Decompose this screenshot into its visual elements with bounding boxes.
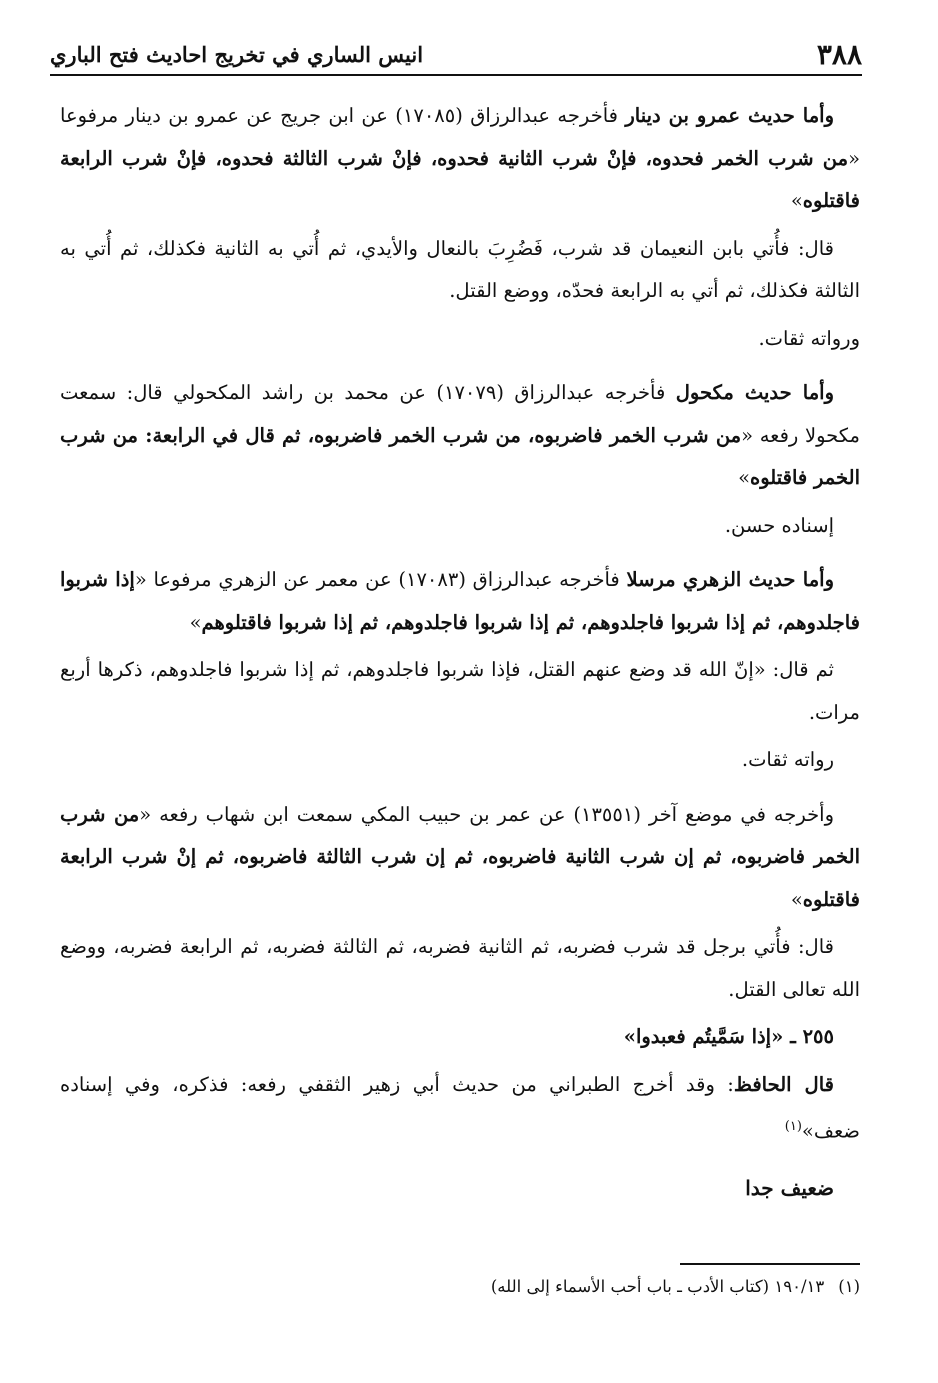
paragraph-zuhri-hadith — [60, 559, 860, 644]
paragraph-other-place — [60, 794, 860, 922]
page-body — [60, 95, 860, 1210]
paragraph-grading: رواته ثقات. — [741, 748, 834, 771]
hadith-quote: من شرب الخمر فحدوه، فإنْ شرب الثانية فحدوه، فإنْ شرب الثالثة فحدوه، فإنْ شرب الرابعة فاقتلوه — [60, 146, 860, 212]
footnote-divider — [680, 1263, 860, 1265]
paragraph-text: وأخرجه في موضع آخر (١٣٥٥١) عن عمر بن حبيب المكي سمعت ابن شهاب رفعه « — [139, 802, 834, 826]
footnote — [60, 1273, 860, 1301]
paragraph-lead: وأما حديث الزهري مرسلا — [626, 568, 834, 591]
paragraph-hafiz — [60, 1064, 860, 1154]
footnote-number: (١) — [838, 1277, 860, 1296]
paragraph-grading: إسناده حسن. — [724, 513, 834, 537]
paragraph-text: : وقد أخرج الطبراني من حديث أبي زهير الثقفي رفعه: فذكره، وفي إسناده ضعف» — [60, 1072, 860, 1143]
hadith-quote: من شرب الخمر فاضربوه، من شرب الخمر فاضربوه، ثم قال في الرابعة: من شرب الخمر فاقتلوه — [60, 423, 860, 489]
hadith-heading: ٢٥٥ ـ «إذا سَمَّيتُم فعبدوا» — [623, 1025, 834, 1048]
paragraph-makhul-hadith — [60, 372, 860, 500]
paragraph-amr-hadith — [60, 95, 860, 223]
paragraph-narration: ثم قال: «إنّ الله قد وضع عنهم القتل، فإذا شربوا فاجلدوهم، ثم إذا شربوا فاجلدوهم، ذكرها أربع مرات. — [60, 658, 860, 724]
paragraph-narration: قال: فأُتي برجل قد شرب فضربه، ثم الثانية فضربه، ثم الثالثة فضربه، ثم الرابعة فضربه، ووضع الله تعالى القتل. — [60, 935, 860, 1001]
quote-close: » — [790, 189, 803, 212]
paragraph-text: فأخرجه عبدالرزاق (١٧٠٨٥) عن ابن جريج عن عمرو بن دينار مرفوعا « — [60, 104, 860, 170]
paragraph-lead: قال الحافظ — [733, 1072, 834, 1096]
quote-close: » — [189, 610, 202, 634]
quote-close: » — [738, 466, 751, 489]
hadith-quote: إذا شربوا فاجلدوهم، ثم إذا شربوا فاجلدوهم، ثم إذا شربوا فاجلدوهم، ثم إذا شربوا فاقتلوهم — [60, 568, 860, 634]
footnote-text: ١٩٠/١٣ (كتاب الأدب ـ باب أحب الأسماء إلى الله) — [490, 1277, 825, 1296]
paragraph-lead: وأما حديث مكحول — [675, 381, 834, 404]
paragraph-lead: وأما حديث عمرو بن دينار — [625, 104, 834, 127]
page-number: ٣٨٨ — [816, 37, 862, 71]
footnote-ref[interactable]: (١) — [784, 1119, 802, 1134]
paragraph-grading: ورواته ثقات. — [758, 326, 860, 350]
paragraph-text: فأخرجه عبدالرزاق (١٧٠٨٣) عن معمر عن الزهري مرفوعا « — [134, 568, 627, 591]
paragraph-text: فأخرجه عبدالرزاق (١٧٠٧٩) عن محمد بن راشد المكحولي قال: سمعت مكحولا رفعه « — [60, 381, 860, 447]
running-title: انيس الساري في تخريج احاديث فتح الباري — [50, 41, 424, 67]
paragraph-narration: قال: فأُتي بابن النعيمان قد شرب، فَضُرِبَ بالنعال والأيدي، ثم أُتي به الثانية فكذلك، ثم أُتي به الثالثة فكذلك، ثم أتي به الرابعة فحدّه، ووضع القتل. — [60, 236, 860, 302]
grading-verdict: ضعيف جدا — [745, 1176, 834, 1200]
hadith-quote: من شرب الخمر فاضربوه، ثم إن شرب الثانية فاضربوه، ثم إن شرب الثالثة فاضربوه، ثم إنْ شرب الرابعة فاقتلوه — [60, 802, 860, 911]
page-header — [50, 34, 862, 76]
quote-close: » — [790, 887, 803, 911]
